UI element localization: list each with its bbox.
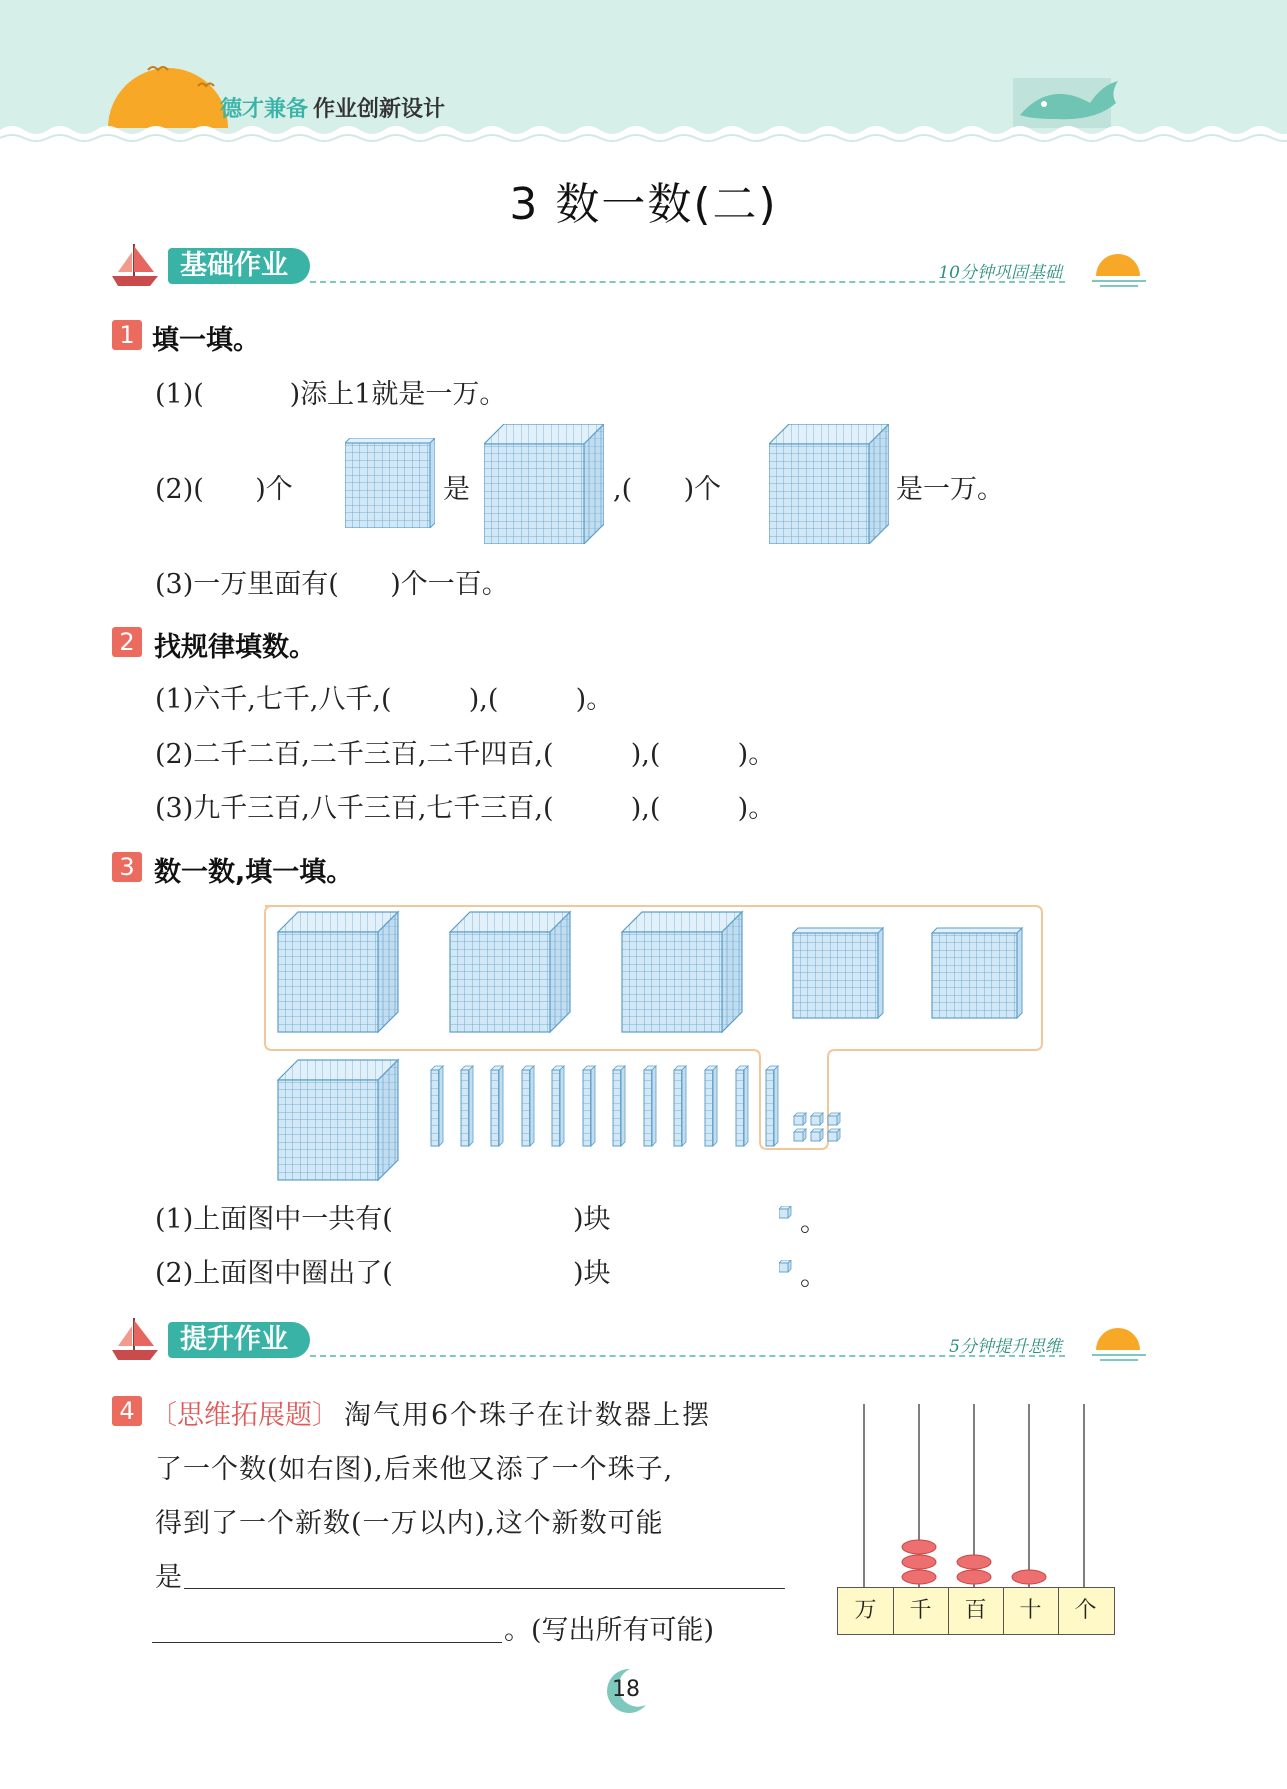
- question-line: (3)一万里面有( )个一百。: [155, 569, 509, 600]
- unit-cube-icon: [794, 1129, 806, 1141]
- thousand-cube-icon: [484, 424, 604, 544]
- abacus-bead: [957, 1555, 991, 1569]
- hundred-flat-icon: [932, 928, 1022, 1018]
- place-label: 千: [893, 1588, 949, 1634]
- question-title: 填一填。: [152, 325, 260, 356]
- section-note: 5分钟提升思维: [949, 1337, 1062, 1357]
- sailboat-icon: [110, 1316, 160, 1362]
- ten-rod-icon: [644, 1066, 656, 1146]
- question-line: (1)六千,七千,八千,( ),( )。: [155, 684, 614, 715]
- unit-cube-icon: [828, 1113, 840, 1125]
- question-title: 找规律填数。: [154, 632, 316, 663]
- abacus-bead: [1012, 1570, 1046, 1584]
- header-wave: [0, 112, 1287, 157]
- abacus-bead: [902, 1540, 936, 1554]
- unit-cube-icon: [794, 1113, 806, 1125]
- place-label: 百: [948, 1588, 1004, 1634]
- question-line: 了一个数(如右图),后来他又添了一个珠子,: [155, 1454, 674, 1485]
- ten-rod-icon: [766, 1066, 778, 1146]
- section-banner-basic: [110, 248, 1150, 284]
- question-line: (2)上面图中圈出了( )块: [155, 1258, 611, 1289]
- ten-rod-icon: [522, 1066, 534, 1146]
- sunset-icon: [1090, 252, 1150, 288]
- unit-cube-icon: [828, 1129, 840, 1141]
- hundred-flat-icon: [793, 928, 883, 1018]
- brand-name: 德才兼备: [220, 97, 309, 122]
- question-line: (2)二千二百,二千三百,二千四百,( ),( )。: [155, 739, 776, 770]
- ten-rod-icon: [552, 1066, 564, 1146]
- unit-cube-icon: [811, 1129, 823, 1141]
- section-label: 提升作业: [168, 1322, 310, 1358]
- question-line: ,( )个: [613, 474, 722, 505]
- question-number: 1: [112, 320, 142, 350]
- brand-subtitle: 作业创新设计: [313, 97, 446, 122]
- sailboat-icon: [110, 242, 160, 288]
- question-line: (2)( )个: [155, 474, 293, 505]
- unit-cube-icon: [779, 1260, 793, 1274]
- unit-cube-icon: [811, 1113, 823, 1125]
- abacus-bead: [902, 1570, 936, 1584]
- place-label: 万: [838, 1588, 894, 1634]
- thousand-cube-icon: [450, 912, 570, 1032]
- ten-rod-icon: [705, 1066, 717, 1146]
- question-tag: 〔思维拓展题〕: [150, 1400, 339, 1431]
- ten-rod-icon: [461, 1066, 473, 1146]
- question-end: 。: [800, 1261, 827, 1292]
- thousand-cube-icon: [278, 912, 398, 1032]
- answer-blank[interactable]: [184, 1588, 785, 1589]
- question-line: 得到了一个新数(一万以内),这个新数可能: [155, 1508, 664, 1539]
- question-line: 是: [155, 1562, 182, 1593]
- ten-rod-icon: [431, 1066, 443, 1146]
- thousand-cube-icon: [622, 912, 742, 1032]
- thousand-cube-icon: [278, 1060, 398, 1180]
- blocks-figure: [255, 900, 1055, 1185]
- abacus-bead: [902, 1555, 936, 1569]
- question-line: (1)( )添上1就是一万。: [155, 379, 507, 410]
- question-number: 4: [112, 1396, 142, 1426]
- question-line: 是一万。: [896, 474, 1004, 505]
- section-note: 10分钟巩固基础: [938, 263, 1062, 283]
- ten-rod-icon: [736, 1066, 748, 1146]
- hundred-flat-icon: [345, 438, 435, 528]
- place-label: 个: [1074, 1598, 1097, 1623]
- place-label: 十: [1003, 1588, 1059, 1634]
- question-end: 。: [800, 1207, 827, 1238]
- ten-rod-icon: [491, 1066, 503, 1146]
- question-line: 是: [443, 474, 470, 505]
- question-line: 淘气用6个珠子在计数器上摆: [344, 1400, 712, 1431]
- question-line: (1)上面图中一共有( )块: [155, 1204, 611, 1235]
- page-title: 3 数一数(二): [509, 179, 778, 230]
- question-number: 3: [112, 852, 142, 882]
- section-banner-advanced: [110, 1322, 1150, 1358]
- question-line: (3)九千三百,八千三百,七千三百,( ),( )。: [155, 793, 776, 824]
- question-line: 。(写出所有可能): [504, 1615, 715, 1646]
- abacus-rods: [837, 1400, 1115, 1590]
- section-label: 基础作业: [168, 248, 310, 284]
- ten-rod-icon: [583, 1066, 595, 1146]
- abacus: [837, 1400, 1115, 1635]
- thousand-cube-icon: [769, 424, 889, 544]
- ten-rod-icon: [674, 1066, 686, 1146]
- abacus-bead: [957, 1570, 991, 1584]
- page-number: 18: [612, 1677, 640, 1702]
- sunset-icon: [1090, 1326, 1150, 1362]
- question-title: 数一数,填一填。: [154, 857, 354, 888]
- ten-rod-icon: [613, 1066, 625, 1146]
- answer-blank[interactable]: [152, 1642, 502, 1643]
- abacus-place-row: [837, 1587, 1115, 1635]
- unit-cube-icon: [779, 1206, 793, 1220]
- question-number: 2: [112, 627, 142, 657]
